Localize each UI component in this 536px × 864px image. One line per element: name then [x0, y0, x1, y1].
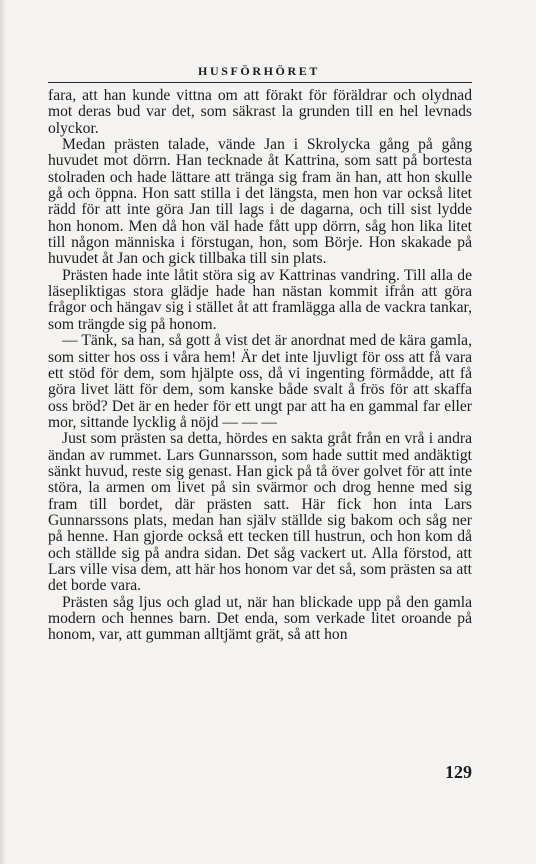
- paragraph: Prästen hade inte låtit störa sig av Kattrinas vandring. Till alla de läsepliktigas stora glädje hade han nästan kommit ifrån att göra frågor och hängav sig i stället åt att framlägga alla de vackra tankar, som trängde sig på honom.: [48, 266, 472, 333]
- paragraph: Just som prästen sa detta, hördes en sakta gråt från en vrå i andra ändan av rummet. Lars Gunnarsson, som hade suttit med andäktigt sänkt huvud, reste sig genast. Han gick på tå över golvet för att inte störa, la armen om livet på sin svärmor och drog henne med sig fram till bordet, där prästen satt. Här fick hon inta Lars Gunnarssons plats, medan han själv ställde sig bakom och såg ner på henne. Han gjorde också ett tecken till hustrun, och hon kom då och ställde sig på andra sidan. Det såg vackert ut. Alla förstod, att Lars ville visa dem, att här hos honom var det så, som prästen sa att det borde vara.: [48, 430, 472, 595]
- page-edge-shadow: [0, 0, 6, 864]
- page-number: 129: [445, 762, 472, 782]
- paragraph: — Tänk, sa han, så gott å vist det är anordnat med de kära gamla, som sitter hos oss i våra hem! Är det inte ljuvligt för oss att få vara ett stöd för dem, som hjälpte oss, då vi ingenting förmådde, att få göra livet lätt för dem, som kanske både svalt å frös för att skaffa oss bröd? Det är en heder för ett ungt par att ha en gammal far eller mor, sittande lycklig å nöjd — — —: [48, 332, 472, 431]
- paragraph: Medan prästen talade, vände Jan i Skrolycka gång på gång huvudet mot dörrn. Han tecknade åt Kattrina, som satt på bortesta stolraden och hade lättare att tränga sig fram än han, att hon skulle gå och öppna. Hon satt stilla i det längsta, men hon var också litet rädd för att inte göra Jan till lags i de dagarna, och till sist lydde hon honom. Men då hon väl hade fått upp dörrn, såg hon lika litet till någon människa i förstugan, hon, som Börje. Hon skakade på huvudet åt Jan och gick tillbaka till sin plats.: [48, 136, 472, 268]
- header-rule: [48, 82, 472, 83]
- running-header: HUSFÖRHÖRET: [198, 64, 320, 78]
- paragraph: Prästen såg ljus och glad ut, när han blickade upp på den gamla modern och hennes barn. Det enda, som verkade litet oroande på honom, var, att gumman alltjämt grät, så att hon: [48, 593, 472, 644]
- paragraph: fara, att han kunde vittna om att förakt för föräldrar och olydnad mot deras bud var det, som säkrast la grunden till en hel levnads olyckor.: [48, 87, 472, 137]
- body-text: [48, 88, 472, 644]
